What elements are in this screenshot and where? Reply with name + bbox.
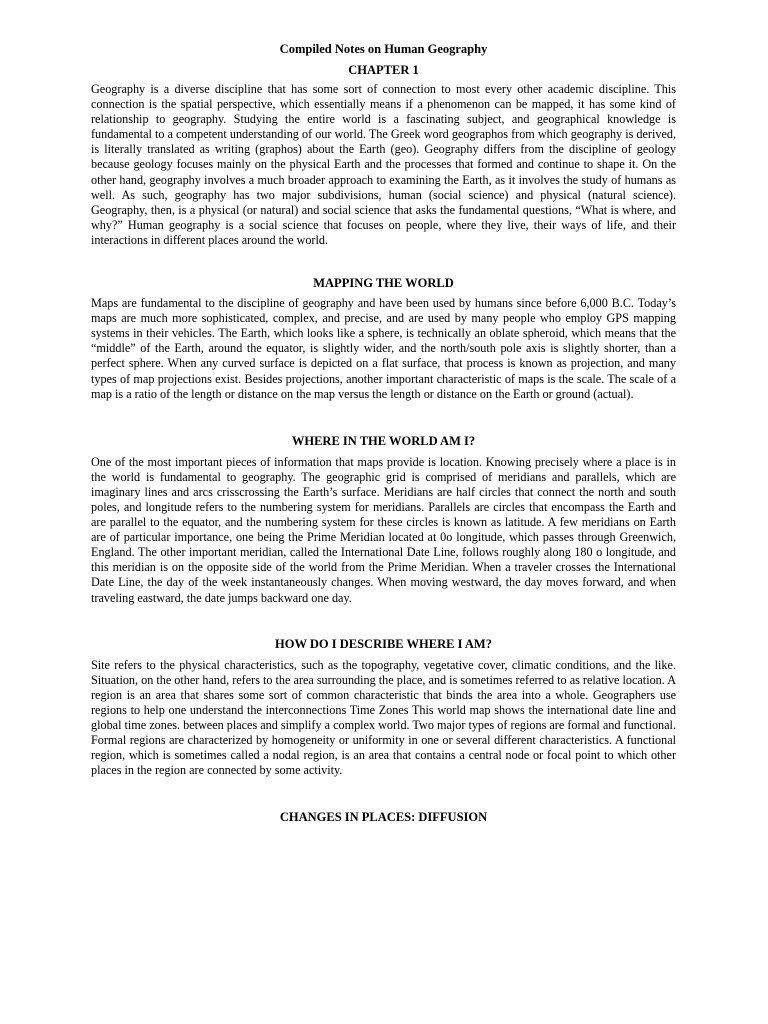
section-heading-diffusion: CHANGES IN PLACES: DIFFUSION (279, 810, 488, 825)
section-heading-describe-where-i-am: HOW DO I DESCRIBE WHERE I AM? (275, 636, 492, 651)
document-title: Compiled Notes on Human Geography (279, 42, 488, 56)
section-body-where-in-the-world: One of the most important pieces of information that maps provide is location. Knowing precisely where a place is in the world is fundamental to geography. The geographic grid is comprised of meridians and parallels, which are imaginary lines and arcs crisscrossing the Earth’s surface. Meridians are half circles that connect the north and south poles, and longitude refers to the numbering system for meridians. Parallels are circles that encompass the Earth and are parallel to the equator, and the numbering system for these circles is known as latitude. A few meridians on Earth are of particular importance, one being the Prime Meridian located at 0o longitude, which passes through Greenwich, England. The other important meridian, called the International Date Line, follows roughly along 180 o longitude, and this meridian is on the opposite side of the world from the Prime Meridian. When a traveler crosses the International Date Line, the day of the week instantaneously changes. When moving westward, the day moves forward, and when traveling eastward, the date jumps backward one day. (91, 454, 676, 605)
intro-paragraph: Geography is a diverse discipline that has some sort of connection to most every other academic discipline. This connection is the spatial perspective, which essentially means if a phenomenon can be mapped, it has some kind of relationship to geography. Studying the entire world is a fascinating subject, and geographical knowledge is fundamental to a competent understanding of our world. The Greek word geographos from which geography is derived, is literally translated as writing (graphos) about the Earth (geo). Geography differs from the discipline of geology because geology focuses mainly on the physical Earth and the processes that formed and continue to shape it. On the other hand, geography involves a much broader approach to examining the Earth, as it involves the study of humans as well. As such, geography has two major subdivisions, human (social science) and physical (natural science). Geography, then, is a physical (or natural) and social science that asks the fundamental questions, “What is where, and why?” Human geography is a social science that focuses on people, where they live, their ways of life, and their interactions in different places around the world. (91, 82, 676, 247)
section-heading-where-in-the-world: WHERE IN THE WORLD AM I? (291, 433, 476, 448)
chapter-heading: CHAPTER 1 (348, 63, 419, 77)
section-body-mapping-the-world: Maps are fundamental to the discipline of geography and have been used by humans since before 6,000 B.C. Today’s maps are much more sophisticated, complex, and precise, and are used by many people who employ GPS mapping systems in their vehicles. The Earth, which looks like a sphere, is technically an oblate spheroid, which means that the “middle” of the Earth, around the equator, is slightly wider, and the north/south pole axis is slightly shorter, than a perfect sphere. When any curved surface is depicted on a flat surface, that process is known as projection, and many types of map projections exist. Besides projections, another important characteristic of maps is the scale. The scale of a map is a ratio of the length or distance on the map versus the length or distance on the Earth or ground (actual). (91, 296, 676, 401)
section-heading-mapping-the-world: MAPPING THE WORLD (313, 276, 454, 291)
section-body-describe-where-i-am: Site refers to the physical characteristics, such as the topography, vegetative cover, climatic conditions, and the like. Situation, on the other hand, refers to the area surrounding the place, and is sometimes referred to as relative location. A region is an area that shares some sort of common characteristic that binds the area into a whole. Geographers use regions to help one understand the interconnections Time Zones This world map shows the international date line and global time zones. between places and simplify a complex world. Two major types of regions are formal and functional. Formal regions are characterized by homogeneity or uniformity in one or several different characteristics. A functional region, which is sometimes called a nodal region, is an area that contains a central node or focal point to which other places in the region are connected by some activity. (91, 657, 676, 778)
